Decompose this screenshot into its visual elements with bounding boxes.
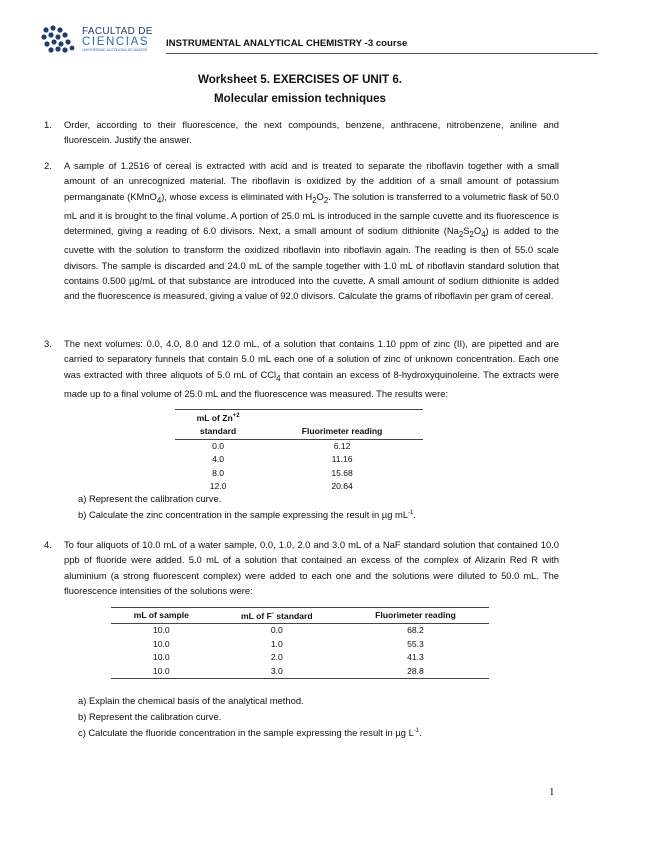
column-header-sample: mL of sample xyxy=(111,608,212,624)
question-2 xyxy=(44,158,559,303)
table-row: 4.0 11.16 xyxy=(212,454,353,465)
table-row: 0.0 6.12 xyxy=(212,440,351,451)
question-3 xyxy=(44,336,559,401)
question-text: To four aliquots of 10.0 mL of a water sample, 0.0, 1.0, 2.0 and 3.0 mL of a NaF standard solution that contained 10.0 ppb of fluoride were added. 5.0 mL of a solution that contained an excess of the complex of Alizarin Red R with aluminium (a strong fluorescent complex) were added to each one and the solutions were diluted to 50.0 mL. The fluorescence intensities of the solutions were: xyxy=(64,539,559,596)
page-number: 1 xyxy=(549,786,555,798)
question-number: 2. xyxy=(44,160,52,171)
column-header-zn-volume: mL of $Zn^{+2}$ xyxy=(175,410,261,426)
logo-text-line3: UNIVERSIDAD AUTÓNOMA DE MADRID xyxy=(82,48,148,52)
logo-emblem-icon xyxy=(40,24,80,54)
question-1 xyxy=(44,117,559,148)
question-4-part-c: c) Calculate the fluoride concentration in the sample expressing the result in µg $L^{-1}$. xyxy=(78,727,422,739)
worksheet-subtitle: Molecular emission techniques xyxy=(213,92,387,105)
question-text: A sample of 1.2516 of cereal is extracted with acid and is treated to separate the riboflavin together with a small amount of an unrecognized material. The riboflavin is oxidized by the addition of a small amount of potassium permanganate (KMnO$_4$), whose excess is eliminated with $H_2O_2$. The solution is transferred to a volumetric flask of 50.0 mL and it is brought to the final volume. A portion of 25.0 mL is introduced in the sample cuvette and its fluorescence is determined, giving a reading of 6.0 divisors. Next, a small amount of sodium dithionite $(Na_2S_2O_4)$ is added to the cuvette with the solution to transform the oxidized riboflavin into riboflavin again. The reading is then of 55.0 scale divisors. The sample is discarded and 24.0 mL of the sample together with 1.0 mL of riboflavin standard solution that contains 0.500 µg/mL of that substance are introduced into the cuvette. A small amount of sodium dithionite is added and the fluorescence is measured, giving a value of 92.0 divisors. Calculate the grams of riboflavin per gram of cereal. xyxy=(64,160,560,302)
column-header-fluorimeter: Fluorimeter reading xyxy=(342,608,489,624)
question-4-part-b: b) Represent the calibration curve. xyxy=(78,711,222,722)
column-header-fluoride-standard: mL of F- standard xyxy=(212,608,342,624)
table-row: 12.0 20.64 xyxy=(209,481,353,492)
table-row: 8.0 15.68 xyxy=(212,467,353,478)
fluoride-results-table xyxy=(111,607,489,679)
question-number: 4. xyxy=(44,539,52,550)
zinc-results-table xyxy=(175,409,423,494)
table-row: 10.0 2.0 41.3 xyxy=(152,652,424,663)
question-number: 1. xyxy=(44,119,52,130)
question-3-part-a: a) Represent the calibration curve. xyxy=(78,493,222,504)
course-title: INSTRUMENTAL ANALYTICAL CHEMISTRY -3 course xyxy=(166,38,408,49)
question-text: Order, according to their fluorescence, the next compounds, benzene, anthracene, nitrobenzene, aniline and fluorescein. Justify the answer. xyxy=(64,119,559,146)
table-row: 10.0 0.0 68.2 xyxy=(152,625,424,636)
faculty-logo xyxy=(40,24,155,54)
logo-text-line1: FACULTAD DE xyxy=(82,26,153,37)
question-3-part-b: b) Calculate the zinc concentration in the sample expressing the result in µg $mL^{-1}$. xyxy=(78,509,417,521)
question-4-part-a: a) Explain the chemical basis of the analytical method. xyxy=(78,695,304,706)
question-number: 3. xyxy=(44,338,52,349)
header-divider xyxy=(166,53,598,54)
column-header-fluorimeter: Fluorimeter reading xyxy=(261,425,423,439)
column-header-standard: standard xyxy=(175,425,261,439)
worksheet-title: Worksheet 5. EXERCISES OF UNIT 6. xyxy=(197,73,403,86)
table-row: 10.0 3.0 28.8 xyxy=(111,665,489,679)
page-header xyxy=(40,22,560,56)
question-text: The next volumes: 0.0, 4.0, 8.0 and 12.0 mL, of a solution that contains 1.10 ppm of zinc (II), are pipetted and are carried to separatory funnels that contain 5.0 mL each one of a solution of zinc of unknown concentration. Each one was extracted with three aliquots of 5.0 mL of CCl$_4$ that contain an excess of 8-hydroxyquinoleine. The extracts were made up to a final volume of 25.0 mL and the fluorescence was measured. The results were: xyxy=(64,338,560,399)
logo-text-line2: CIENCIAS xyxy=(82,36,150,48)
table-row: 10.0 1.0 55.3 xyxy=(152,638,424,649)
question-4 xyxy=(44,537,559,598)
